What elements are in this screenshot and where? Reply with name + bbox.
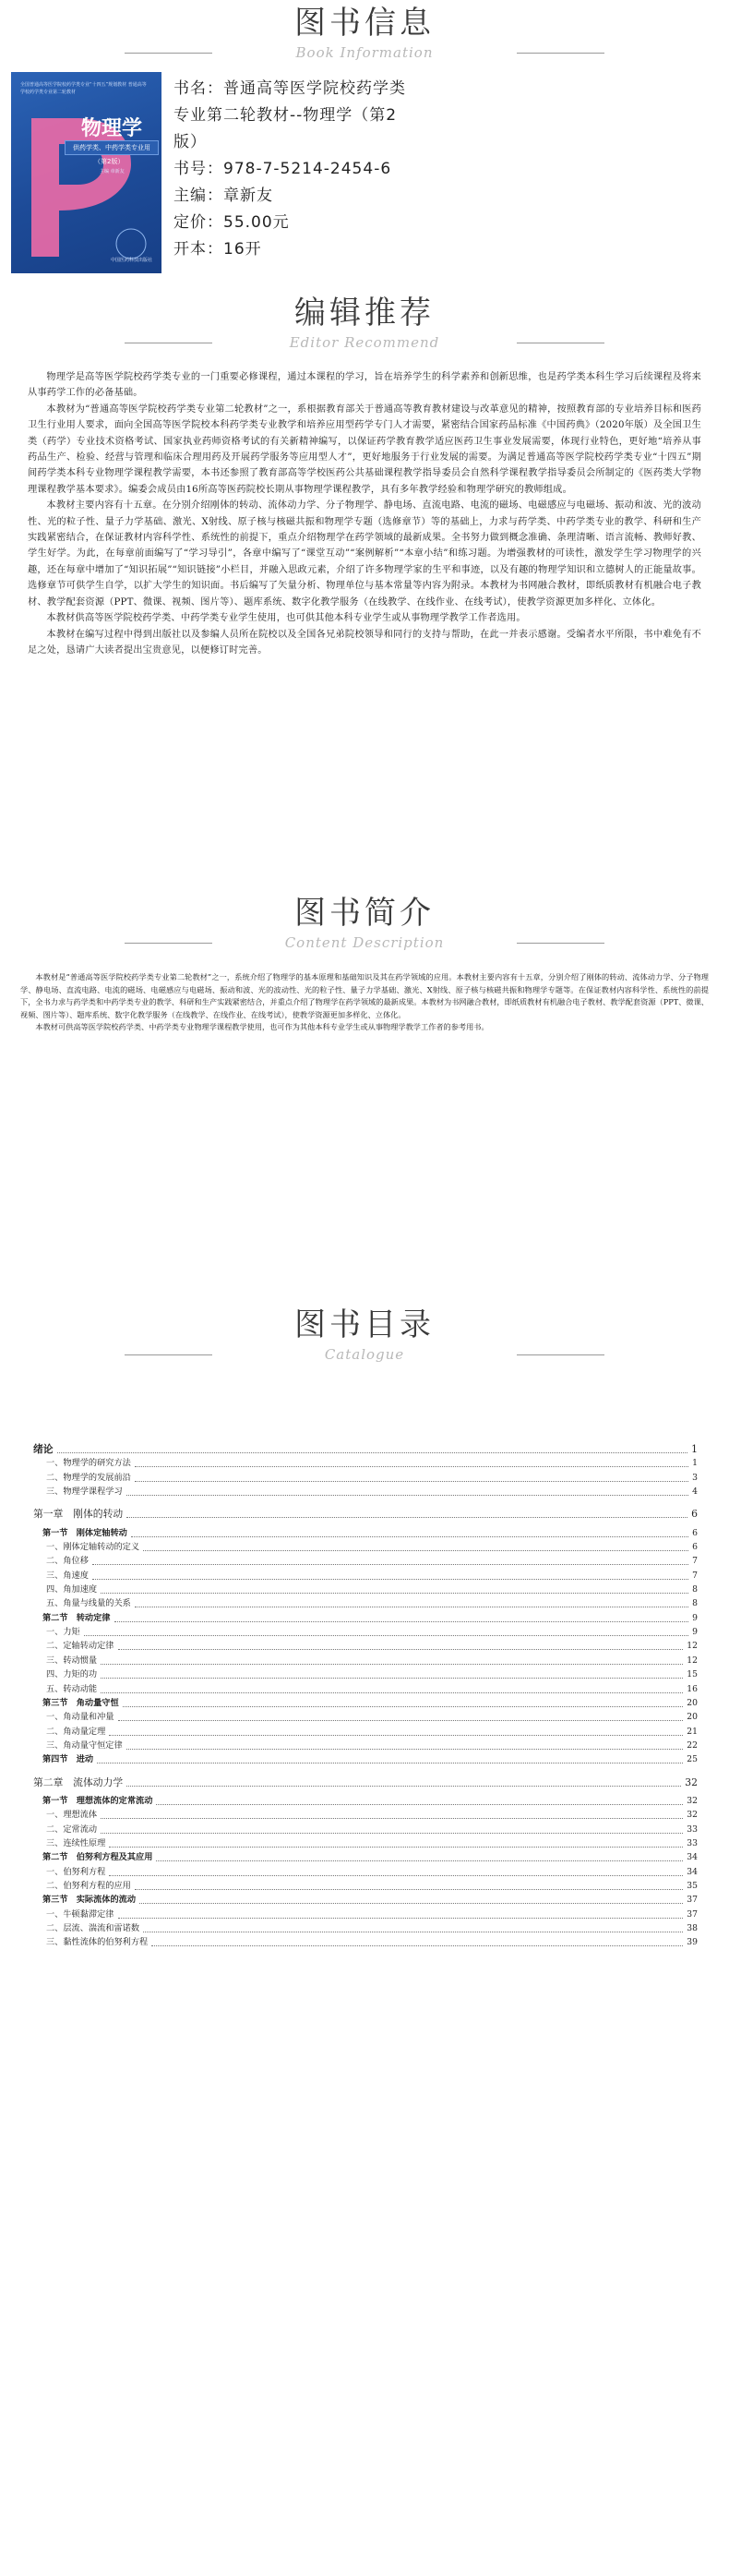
toc-leader-dots — [101, 1678, 683, 1679]
section-header-catalogue — [0, 1306, 729, 1365]
toc-leader-dots — [139, 1903, 683, 1904]
section-rule — [0, 332, 729, 353]
section-title: 图书信息 — [294, 5, 435, 42]
toc-entry-title: 二、角动量定理 — [46, 1726, 106, 1737]
toc-item-row[interactable] — [33, 1836, 699, 1850]
toc-item-row[interactable] — [33, 1808, 699, 1822]
toc-item-row[interactable] — [33, 1639, 699, 1653]
toc-entry-title: 第二章 流体动力学 — [33, 1776, 124, 1788]
cover-band: 供药学类、中药学类专业用 — [65, 140, 159, 155]
section-title: 图书目录 — [294, 1306, 435, 1343]
toc-page-number: 6 — [691, 1508, 698, 1521]
book-isbn: 书号：978-7-5214-2454-6 — [173, 160, 392, 178]
toc-entry-title: 二、角位移 — [46, 1556, 89, 1567]
toc-page-number: 32 — [687, 1795, 698, 1806]
toc-entry-title: 三、黏性流体的伯努利方程 — [46, 1937, 149, 1948]
toc-leader-dots — [131, 1536, 688, 1537]
toc-leader-dots — [135, 1466, 688, 1467]
toc-entry-title: 二、层流、湍流和雷诺数 — [46, 1923, 140, 1933]
toc-item-row[interactable] — [33, 1823, 699, 1836]
cover-series-text: 全国普通高等医学院校药学类专业“十四五”规划教材 普通高等学校药学类专业第二轮教材 — [20, 82, 147, 95]
toc-leader-dots — [101, 1664, 683, 1665]
toc-leader-dots — [118, 1918, 683, 1919]
toc-section-row[interactable] — [33, 1611, 699, 1625]
toc-section-row[interactable] — [33, 1752, 699, 1766]
book-cover — [11, 72, 161, 273]
toc-page-number: 9 — [692, 1627, 698, 1638]
toc-entry-title: 一、理想流体 — [46, 1810, 98, 1821]
editor-recommend-text — [28, 369, 701, 658]
toc-leader-dots — [135, 1481, 688, 1482]
toc-leader-dots — [143, 1550, 688, 1551]
toc-page-number: 12 — [687, 1655, 698, 1666]
section-header-book-info — [0, 4, 729, 63]
toc-chapter-row[interactable] — [33, 1507, 699, 1521]
cover-art — [11, 72, 161, 273]
toc-leader-dots — [118, 1720, 683, 1721]
table-of-contents — [33, 1442, 699, 1950]
toc-entry-title: 三、角动量守恒定律 — [46, 1739, 123, 1751]
toc-leader-dots — [126, 1786, 681, 1787]
toc-item-row[interactable] — [33, 1865, 699, 1879]
toc-page-number: 38 — [687, 1923, 698, 1933]
toc-page-number: 6 — [692, 1542, 698, 1553]
content-paragraph: 本教材是“普通高等医学院校药学类专业第二轮教材”之一，系统介绍了物理学的基本原理和基础知识及其在药学领域的应用。本教材主要内容有十五章，分别介绍了刚体的转动、流体动力学、分子物理学、静电场、直流电路、电流的磁场、电磁感应与电磁场、振动和波、光的波动性、光的粒子性、量子力学基础、激光、X射线、原子核与核磁共振和物理学专题等。在保证教材内容科学性、系统性的前提下，全书力求与药学类和中药学类专业的教学、科研和生产实践紧密结合，并重点介绍了物理学在药学领域的最新成果。本教材为书网融合教材，即纸质教材有机融合电子教材、教学配套资源（PPT、微课、视频、图片等）、题库系统、数字化教学服务（在线教学、在线作业、在线考试），使教学资源更加多样化、立体化。 — [20, 972, 709, 1019]
toc-page-number: 39 — [687, 1937, 698, 1948]
book-name-line1: 书名：普通高等医学院校药学类 — [173, 79, 406, 98]
cover-author: 主编 章新友 — [100, 169, 125, 175]
toc-page-number: 8 — [692, 1598, 698, 1609]
toc-item-row[interactable] — [33, 1654, 699, 1667]
toc-page-number: 34 — [687, 1852, 698, 1863]
section-title: 编辑推荐 — [294, 295, 435, 331]
toc-entry-title: 一、刚体定轴转动的定义 — [46, 1542, 140, 1553]
toc-item-row[interactable] — [33, 1625, 699, 1639]
toc-page-number: 37 — [687, 1895, 698, 1906]
toc-item-row[interactable] — [33, 1471, 699, 1485]
cover-title: 物理学 — [81, 117, 143, 140]
section-subtitle: Editor Recommend — [289, 334, 440, 351]
toc-leader-dots — [109, 1735, 683, 1736]
toc-page-number: 22 — [687, 1739, 698, 1751]
toc-leader-dots — [151, 1945, 683, 1946]
section-header-content — [0, 894, 729, 953]
toc-item-row[interactable] — [33, 1596, 699, 1610]
editor-paragraph: 本教材主要内容有十五章。在分别介绍刚体的转动、流体动力学、分子物理学、静电场、直流电路、电流的磁场、电磁感应与电磁场、振动和波、光的波动性、光的粒子性、量子力学基础、激光、X射线、原子核与核磁共振和物理学专题（选修章节）等的基础上，力求与药学类、中药学类专业的教学、科研和生产实践紧密结合，在保证教材内容科学性、系统性的前提下，重点介绍物理学在药学领域的最新成果。全书努力做到概念准确、条理清晰、语言流畅、教师好教、学生好学。为此，在每章前面编写了“学习导引”，各章中编写了“课堂互动”“案例解析”“本章小结”和练习题。为增强教材的可读性，激发学生学习物理学的兴趣，还在每章中增加了“知识拓展”“知识链接”小栏目，并融入思政元素，介绍了许多物理学家的生平和事迹，以及有趣的物理学知识和立德树人的正能量故事。选修章节可供学生自学，以扩大学生的知识面。书后编写了矢量分析、物理单位与基本常量等内容为附录。本教材为书网融合教材，即纸质教材有机融合电子教材、教学配套资源（PPT、微课、视频、图片等）、题库系统、数字化教学服务（在线教学、在线作业、在线考试），使教学资源更加多样化、立体化。 — [28, 500, 701, 608]
toc-page-number: 21 — [687, 1726, 698, 1737]
toc-page-number: 7 — [692, 1570, 698, 1581]
section-subtitle: Book Information — [295, 44, 434, 61]
toc-page-number: 6 — [692, 1527, 698, 1538]
book-format: 开本：16开 — [173, 240, 262, 259]
toc-page-number: 3 — [692, 1472, 698, 1483]
toc-page-number: 33 — [687, 1824, 698, 1835]
cover-publisher: 中国医药科技出版社 — [111, 258, 153, 263]
toc-leader-dots — [57, 1452, 687, 1453]
toc-page-number: 32 — [685, 1776, 698, 1788]
toc-leader-dots — [84, 1635, 688, 1636]
toc-section-row[interactable] — [33, 1696, 699, 1710]
toc-leader-dots — [101, 1818, 683, 1819]
toc-entry-title: 第四节 进动 — [42, 1754, 94, 1765]
toc-item-row[interactable] — [33, 1725, 699, 1739]
section-rule — [0, 933, 729, 953]
editor-paragraph: 本教材供高等医学院校药学类、中药学类专业学生使用，也可供其他本科专业学生或从事物理学教学工作者选用。 — [46, 613, 526, 624]
toc-entry-title: 第一节 理想流体的定常流动 — [42, 1795, 153, 1806]
toc-entry-title: 一、力矩 — [46, 1627, 80, 1638]
toc-entry-title: 三、物理学课程学习 — [46, 1487, 123, 1498]
toc-leader-dots — [101, 1593, 688, 1594]
toc-leader-dots — [135, 1889, 683, 1890]
cover-edition: （第2版） — [94, 158, 125, 165]
toc-page-number: 8 — [692, 1584, 698, 1595]
editor-paragraph: 本教材在编写过程中得到出版社以及参编人员所在院校以及全国各兄弟院校领导和同行的支持与帮助，在此一并表示感谢。受编者水平所限，书中难免有不足之处，恳请广大读者提出宝贵意见，以便修订时完善。 — [28, 629, 701, 656]
toc-page-number: 4 — [692, 1487, 698, 1498]
section-title: 图书简介 — [294, 895, 435, 932]
toc-leader-dots — [109, 1847, 683, 1848]
toc-page-number: 34 — [687, 1866, 698, 1877]
toc-page-number: 37 — [687, 1908, 698, 1920]
content-description-text — [20, 971, 709, 1034]
toc-chapter-row[interactable] — [33, 1776, 699, 1789]
toc-entry-title: 第一章 刚体的转动 — [33, 1508, 124, 1521]
toc-entry-title: 绪论 — [33, 1443, 54, 1455]
toc-entry-title: 一、角动量和冲量 — [46, 1712, 114, 1723]
toc-leader-dots — [101, 1692, 683, 1693]
toc-page-number: 9 — [692, 1612, 698, 1623]
toc-entry-title: 二、定常流动 — [46, 1824, 98, 1835]
toc-leader-dots — [109, 1875, 683, 1876]
book-name-line2: 专业第二轮教材--物理学（第2 — [173, 106, 398, 125]
section-subtitle: Content Description — [284, 934, 445, 951]
toc-item-row[interactable] — [33, 1485, 699, 1499]
toc-entry-title: 一、伯努利方程 — [46, 1866, 106, 1877]
toc-entry-title: 二、伯努利方程的应用 — [46, 1880, 131, 1891]
toc-page-number: 32 — [687, 1810, 698, 1821]
toc-entry-title: 第一节 刚体定轴转动 — [42, 1527, 127, 1538]
toc-leader-dots — [92, 1564, 688, 1565]
editor-paragraph: 本教材为“普通高等医学院校药学类专业第二轮教材”之一，系根据教育部关于普通高等教育教材建设与改革意见的精神，按照教育部的专业培养目标和医药卫生行业用人要求，面向全国高等医学院校本科药学类专业教学和培养应用型药学专门人才需要，紧密结合国家药品标准《中国药典》（2020年版）及全国卫生类（药学）专业技术资格考试、国家执业药师资格考试的有关新精神编写，以保证药学教育教学适应医药卫生事业发展需要，体现行业特色，更好地“培养从事药品生产、检验、经营与管理和临床合理用药及开展药学服务等应用型人才”，更好地服务于行业发展的需要。为满足普通高等医学院校药学类专业“十四五”期间药学类本科专业物理学课程教学需要，本书还参照了教育部高等学校医药公共基础课程教学指导委员会自然科学课程教学指导委员会所制定的《医药类大学物理课程教学基本要求》。编委会成员由16所高等医药院校长期从事物理学课程教学，具有多年教学经验和物理学研究的教师组成。 — [28, 403, 701, 495]
toc-leader-dots — [101, 1833, 683, 1834]
toc-chapter-row[interactable] — [33, 1442, 699, 1456]
toc-page-number: 1 — [691, 1443, 698, 1455]
section-header-editor — [0, 294, 729, 353]
toc-section-row[interactable] — [33, 1893, 699, 1907]
rule-right — [517, 1354, 604, 1355]
toc-item-row[interactable] — [33, 1667, 699, 1681]
toc-page-number: 33 — [687, 1837, 698, 1848]
toc-item-row[interactable] — [33, 1921, 699, 1935]
section-rule — [0, 42, 729, 63]
toc-entry-title: 三、转动惯量 — [46, 1655, 98, 1666]
toc-page-number: 7 — [692, 1556, 698, 1567]
toc-entry-title: 二、物理学的发展前沿 — [46, 1472, 131, 1483]
book-editor: 主编：章新友 — [173, 187, 273, 205]
toc-page-number: 1 — [692, 1458, 698, 1469]
book-info-block — [173, 76, 718, 263]
toc-entry-title: 第三节 实际流体的流动 — [42, 1895, 137, 1906]
toc-leader-dots — [92, 1579, 688, 1580]
toc-leader-dots — [114, 1621, 688, 1622]
toc-page-number: 12 — [687, 1641, 698, 1652]
toc-section-row[interactable] — [33, 1794, 699, 1808]
toc-item-row[interactable] — [33, 1540, 699, 1554]
toc-section-row[interactable] — [33, 1526, 699, 1540]
toc-item-row[interactable] — [33, 1908, 699, 1921]
toc-leader-dots — [123, 1706, 683, 1707]
toc-entry-title: 第二节 伯努利方程及其应用 — [42, 1852, 153, 1863]
book-price: 定价：55.00元 — [173, 213, 290, 232]
toc-entry-title: 三、角速度 — [46, 1570, 89, 1581]
book-name-line3: 版） — [173, 133, 207, 151]
toc-leader-dots — [156, 1860, 683, 1861]
rule-right — [517, 943, 604, 944]
toc-leader-dots — [118, 1649, 683, 1650]
toc-entry-title: 五、角量与线量的关系 — [46, 1598, 131, 1609]
rule-right — [517, 53, 604, 54]
toc-page-number: 15 — [687, 1669, 698, 1680]
toc-item-row[interactable] — [33, 1935, 699, 1949]
toc-entry-title: 三、连续性原理 — [46, 1837, 106, 1848]
toc-page-number: 35 — [687, 1880, 698, 1891]
toc-item-row[interactable] — [33, 1710, 699, 1724]
toc-page-number: 20 — [687, 1712, 698, 1723]
section-subtitle: Catalogue — [324, 1346, 405, 1363]
toc-leader-dots — [156, 1804, 683, 1805]
toc-entry-title: 二、定轴转动定律 — [46, 1641, 114, 1652]
toc-leader-dots — [126, 1495, 688, 1496]
toc-entry-title: 第二节 转动定律 — [42, 1612, 111, 1623]
toc-item-row[interactable] — [33, 1583, 699, 1596]
toc-item-row[interactable] — [33, 1682, 699, 1696]
toc-leader-dots — [126, 1517, 687, 1518]
toc-page-number: 20 — [687, 1697, 698, 1708]
toc-entry-title: 一、牛顿黏滞定律 — [46, 1908, 114, 1920]
toc-item-row[interactable] — [33, 1739, 699, 1752]
content-paragraph: 本教材可供高等医学院校药学类、中药学类专业物理学课程教学使用，也可作为其他本科专业学生或从事物理学教学工作者的参考用书。 — [35, 1022, 489, 1032]
toc-item-row[interactable] — [33, 1554, 699, 1568]
toc-page-number: 25 — [687, 1754, 698, 1765]
section-rule — [0, 1344, 729, 1365]
toc-entry-title: 四、力矩的功 — [46, 1669, 98, 1680]
toc-entry-title: 第三节 角动量守恒 — [42, 1697, 119, 1708]
toc-leader-dots — [126, 1749, 683, 1750]
toc-entry-title: 五、转动动能 — [46, 1683, 98, 1694]
toc-section-row[interactable] — [33, 1850, 699, 1864]
toc-entry-title: 四、角加速度 — [46, 1584, 98, 1595]
toc-item-row[interactable] — [33, 1456, 699, 1470]
toc-item-row[interactable] — [33, 1879, 699, 1893]
toc-entry-title: 一、物理学的研究方法 — [46, 1458, 131, 1469]
toc-item-row[interactable] — [33, 1569, 699, 1583]
editor-paragraph: 物理学是高等医学院校药学类专业的一门重要必修课程，通过本课程的学习，旨在培养学生的科学素养和创新思维，也是药学类本科生学习后续课程及将来从事药学工作的必备基础。 — [28, 372, 701, 399]
toc-page-number: 16 — [687, 1683, 698, 1694]
